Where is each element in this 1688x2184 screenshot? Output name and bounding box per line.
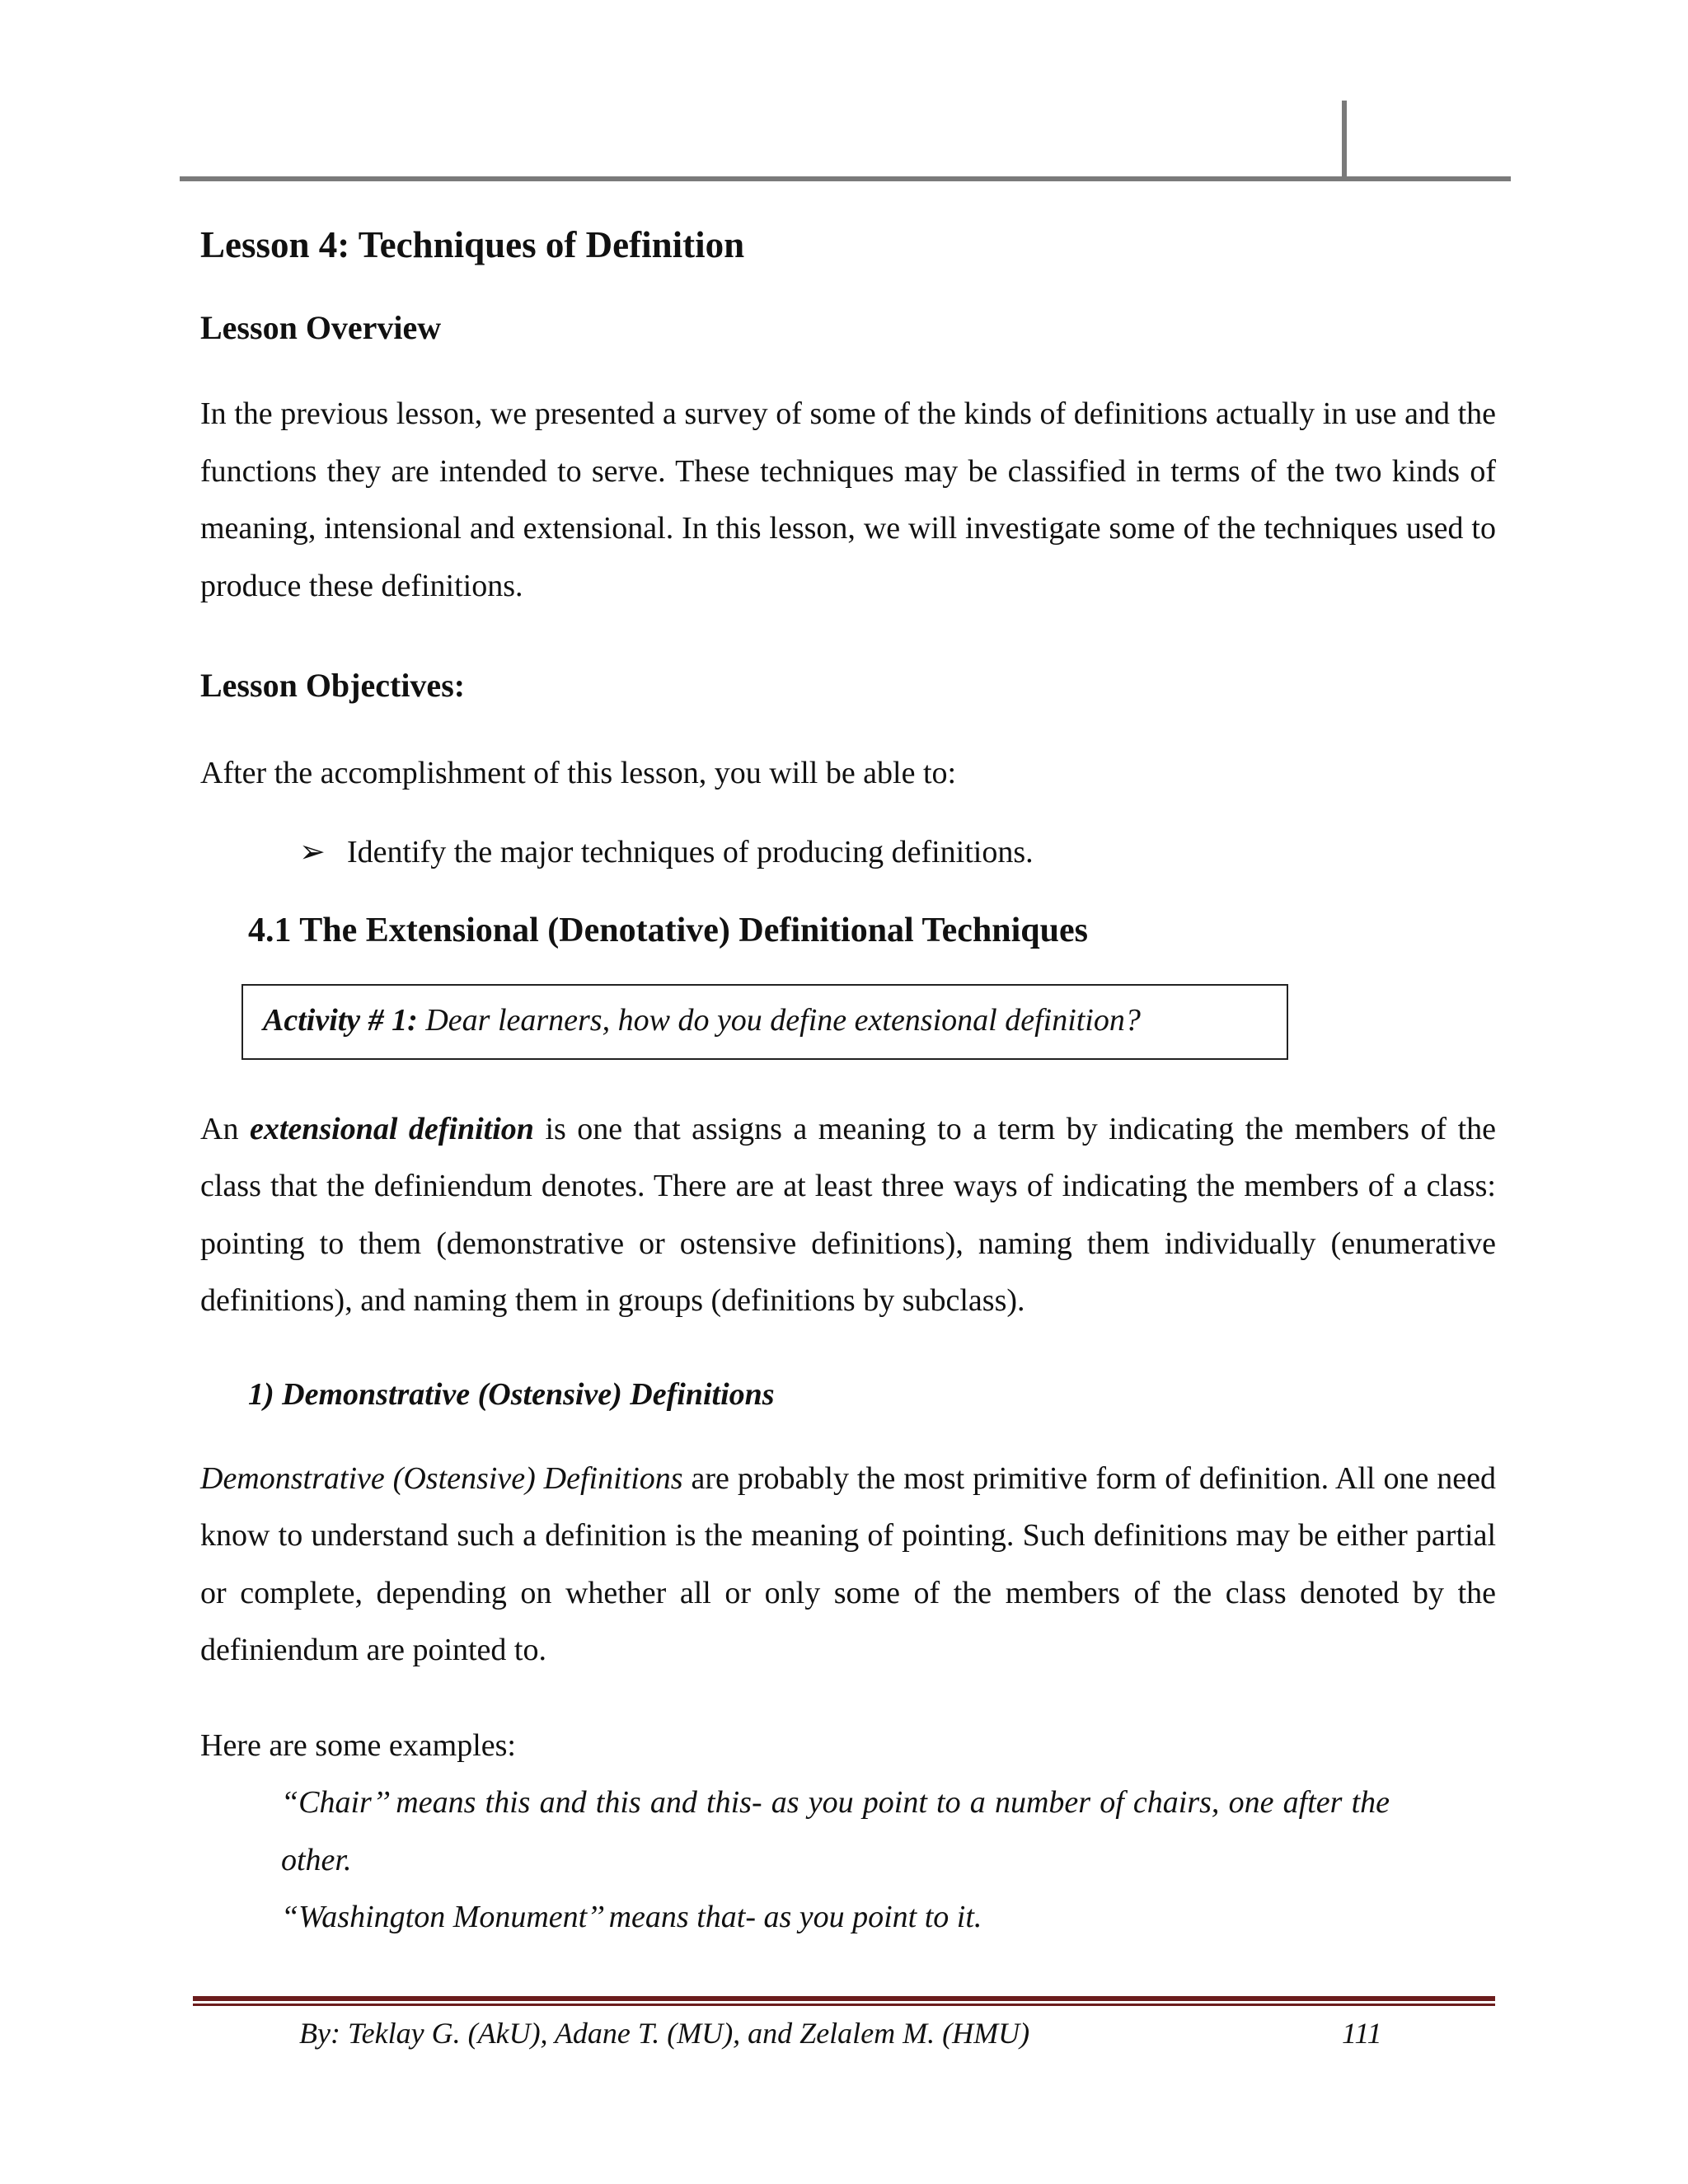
extensional-paragraph <box>200 1101 1496 1330</box>
footer-rule-thin <box>193 2004 1495 2006</box>
activity-label: Activity # 1: <box>263 1002 418 1038</box>
lesson-title: Lesson 4: Techniques of Definition <box>200 224 745 265</box>
demonstrative-text: are probably the most primitive form of definition. All one need know to understand such a definition is the meaning of pointing. Such definitions may be either partial or complete, depending on whether all or only some of the members of the class denoted by the definiendum are pointed to. <box>200 1460 1496 1667</box>
overview-heading: Lesson Overview <box>200 309 442 346</box>
activity-box <box>241 984 1288 1060</box>
extensional-term: extensional definition <box>249 1111 534 1146</box>
arrow-bullet-icon: ➢ <box>299 834 326 869</box>
subsection-heading: 1) Demonstrative (Ostensive) Definitions <box>248 1376 775 1412</box>
extensional-intro: An <box>200 1111 250 1146</box>
examples-intro: Here are some examples: <box>200 1727 516 1763</box>
example-item: “Chair’’ means this and this and this- as you point to a number of chairs, one after the other. <box>281 1785 1390 1877</box>
footer-rule <box>193 1996 1495 2001</box>
objectives-heading: Lesson Objectives: <box>200 667 466 704</box>
objective-item <box>299 827 1496 877</box>
objective-text: Identify the major techniques of producing definitions. <box>347 834 1034 869</box>
extensional-text: is one that assigns a meaning to a term by indicating the members of the class that the definiendum denotes. There are at least three ways of indicating the members of a class: pointing to them (demonstrative or ostensive definitions), naming them individually (enumerative definitions), and naming them in groups (definitions by subclass). <box>200 1111 1496 1318</box>
header-rule <box>180 176 1511 181</box>
overview-paragraph: In the previous lesson, we presented a survey of some of the kinds of definitions actually in use and the functions they are intended to serve. These techniques may be classified in terms of the two kinds of meaning, intensional and extensional. In this lesson, we will investigate some of the techniques used to produce these definitions. <box>200 396 1496 603</box>
header-tick <box>1342 101 1347 180</box>
page-content <box>200 216 1496 1947</box>
demonstrative-term: Demonstrative (Ostensive) Definitions <box>200 1460 683 1496</box>
example-item: “Washington Monument’’ means that- as you point to it. <box>281 1900 982 1934</box>
footer-authors: By: Teklay G. (AkU), Adane T. (MU), and Zelalem M. (HMU) <box>299 2017 1030 2050</box>
activity-question: Dear learners, how do you define extensional definition? <box>417 1002 1141 1038</box>
demonstrative-paragraph <box>200 1451 1496 1680</box>
page-number: 111 <box>1342 2017 1382 2050</box>
section-heading: 4.1 The Extensional (Denotative) Definitional Techniques <box>248 911 1088 949</box>
objectives-intro: After the accomplishment of this lesson, you will be able to: <box>200 756 957 790</box>
